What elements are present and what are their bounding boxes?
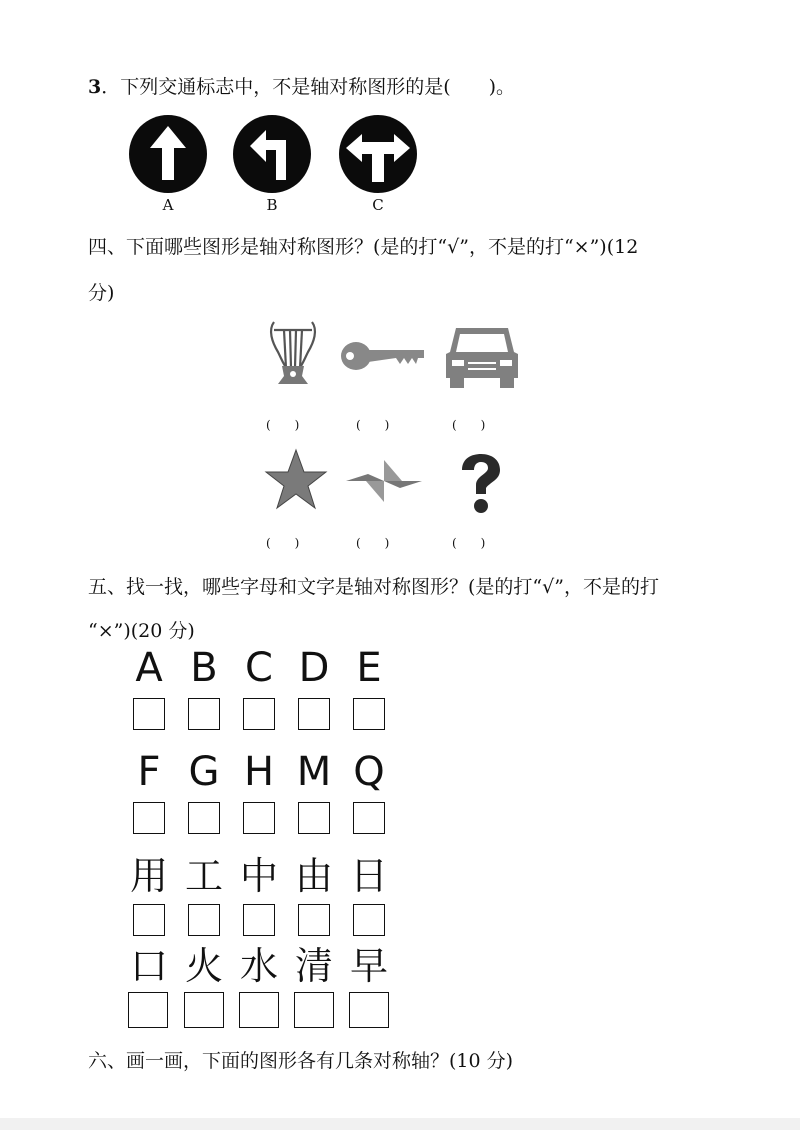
character-kou: 口 bbox=[129, 944, 168, 988]
character-ri: 日 bbox=[349, 854, 388, 898]
section-5-line-1: 五、找一找，哪些字母和文字是轴对称图形？(是的打“√”，不是的打 bbox=[88, 576, 659, 598]
answer-paren: ( ) bbox=[356, 536, 390, 550]
answer-box[interactable] bbox=[353, 904, 385, 936]
answer-box[interactable] bbox=[133, 904, 165, 936]
answer-box[interactable] bbox=[298, 698, 330, 730]
character-qing: 清 bbox=[294, 944, 333, 988]
answer-box[interactable] bbox=[294, 992, 334, 1028]
answer-box[interactable] bbox=[128, 992, 168, 1028]
left-right-turn-sign-icon bbox=[338, 114, 418, 194]
character-zhong: 中 bbox=[239, 854, 278, 898]
letter-e: E bbox=[356, 645, 382, 691]
answer-paren: ( ) bbox=[356, 418, 390, 432]
character-gong: 工 bbox=[184, 854, 223, 898]
section-4-line-1: 四、下面哪些图形是轴对称图形？(是的打“√”，不是的打“×”)(12 bbox=[88, 236, 639, 258]
character-yong: 用 bbox=[129, 854, 168, 898]
answer-box[interactable] bbox=[243, 802, 275, 834]
answer-box[interactable] bbox=[188, 698, 220, 730]
option-label-a: A bbox=[162, 196, 174, 214]
letter-h: H bbox=[243, 749, 275, 795]
pinwheel-icon bbox=[344, 456, 424, 506]
answer-box[interactable] bbox=[349, 992, 389, 1028]
question-3 bbox=[88, 72, 515, 99]
answer-box[interactable] bbox=[133, 802, 165, 834]
question-text: ．下列交通标志中，不是轴对称图形的是( )。 bbox=[101, 76, 516, 98]
answer-box[interactable] bbox=[133, 698, 165, 730]
answer-box[interactable] bbox=[353, 698, 385, 730]
character-you: 由 bbox=[294, 854, 333, 898]
car-icon bbox=[444, 324, 520, 390]
answer-box[interactable] bbox=[243, 904, 275, 936]
straight-arrow-sign-icon bbox=[128, 114, 208, 194]
section-4-line-2: 分) bbox=[88, 282, 115, 304]
option-label-b: B bbox=[266, 196, 278, 214]
letter-m: M bbox=[296, 749, 332, 795]
character-zao: 早 bbox=[349, 944, 388, 988]
letter-b: B bbox=[190, 645, 218, 691]
answer-box[interactable] bbox=[298, 904, 330, 936]
letter-g: G bbox=[188, 749, 220, 795]
answer-box[interactable] bbox=[298, 802, 330, 834]
answer-box[interactable] bbox=[188, 904, 220, 936]
section-5-line-2: “×”)(20 分) bbox=[88, 620, 195, 642]
answer-paren: ( ) bbox=[452, 418, 486, 432]
character-huo: 火 bbox=[184, 944, 223, 988]
answer-paren: ( ) bbox=[452, 536, 486, 550]
page-bottom-strip bbox=[0, 1118, 800, 1130]
letter-a: A bbox=[135, 645, 163, 691]
answer-box[interactable] bbox=[243, 698, 275, 730]
answer-paren: ( ) bbox=[266, 418, 300, 432]
option-label-c: C bbox=[372, 196, 384, 214]
star-icon bbox=[264, 448, 328, 510]
key-icon bbox=[340, 336, 426, 376]
letter-c: C bbox=[245, 645, 273, 691]
answer-box[interactable] bbox=[188, 802, 220, 834]
answer-box[interactable] bbox=[184, 992, 224, 1028]
section-6-heading: 六、画一画，下面的图形各有几条对称轴？(10 分) bbox=[88, 1050, 514, 1072]
letter-q: Q bbox=[353, 749, 385, 795]
answer-box[interactable] bbox=[353, 802, 385, 834]
letter-f: F bbox=[137, 749, 161, 795]
lyre-icon bbox=[268, 318, 318, 390]
letter-d: D bbox=[298, 645, 330, 691]
character-shui: 水 bbox=[239, 944, 278, 988]
left-turn-sign-icon bbox=[232, 114, 312, 194]
answer-paren: ( ) bbox=[266, 536, 300, 550]
question-number: 3 bbox=[88, 76, 102, 98]
answer-box[interactable] bbox=[239, 992, 279, 1028]
question-mark-icon bbox=[456, 452, 506, 516]
